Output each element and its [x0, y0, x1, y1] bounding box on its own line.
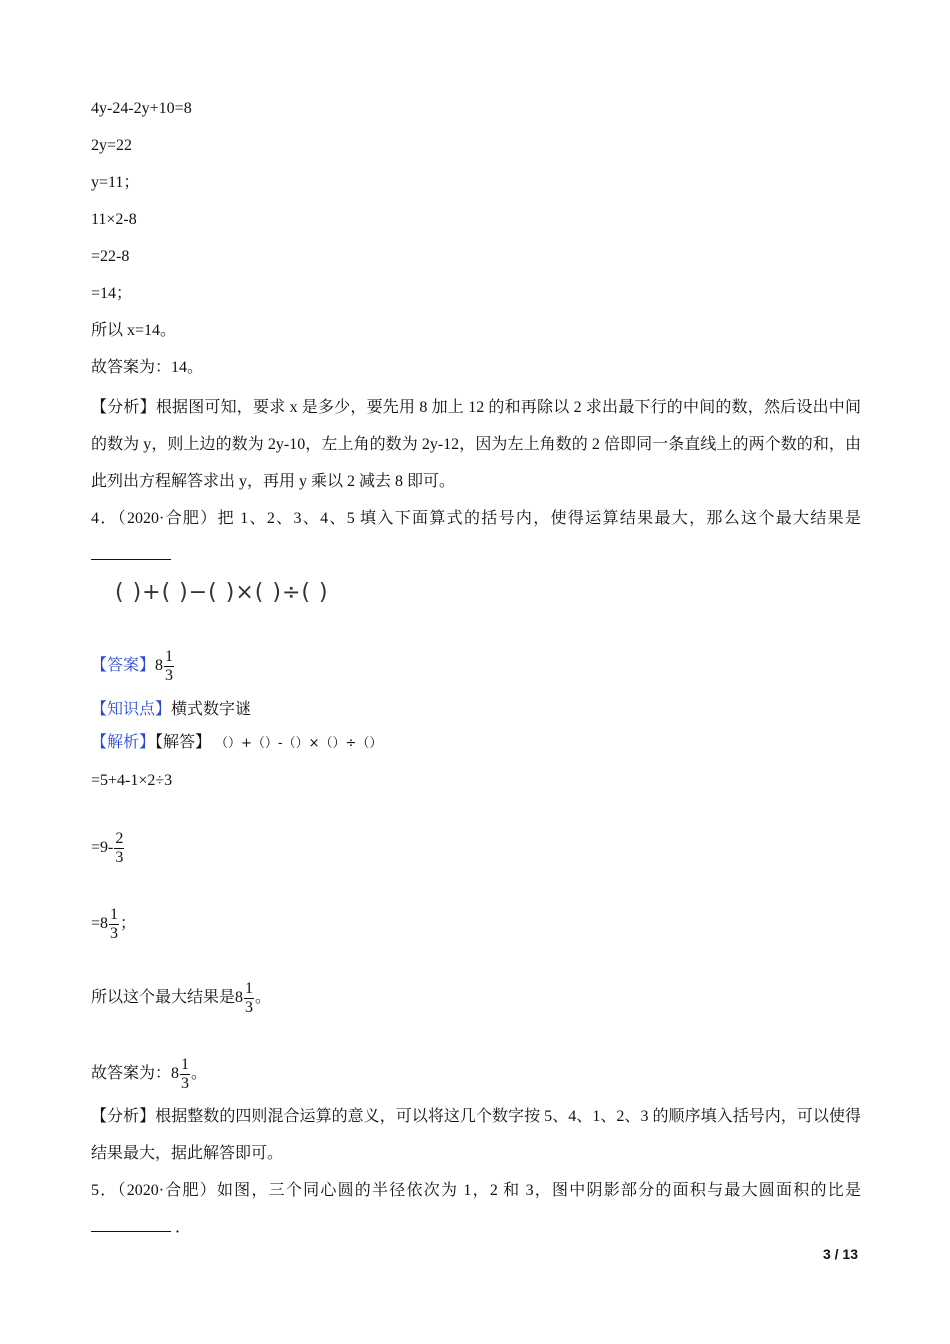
question-text: 把 1、2、3、4、5 填入下面算式的括号内，使得运算结果最大，那么这个最大结果是 — [217, 510, 861, 527]
question-5 — [91, 1172, 861, 1246]
answer-label: 【答案】 — [91, 657, 156, 675]
solution-label: 【解析】 — [91, 734, 156, 751]
fraction-numerator: 2 — [115, 830, 124, 847]
step-line: =22-8 — [91, 248, 130, 265]
calc-fraction — [109, 906, 119, 943]
calc-line — [91, 830, 125, 867]
conclusion-fraction — [244, 980, 254, 1017]
conclusion-prefix: 所以这个最大结果是8 — [91, 989, 244, 1007]
final-prefix: 故答案为：8 — [91, 1065, 180, 1083]
answer-line — [91, 648, 175, 685]
question-source: （2020·合肥） — [117, 510, 218, 527]
analysis-text: 根据图可知，要求 x 是多少，要先用 8 加上 12 的和再除以 2 求出最下行的中间的数，然后设出中间的数为 y，则上边的数为 2y-10，左上角的数为 2y-12，因为左上角数的 2 倍即同一条直线上的两个数的和，由此列出方程解答求出 y，再用 y 乘以 2 减去 8 即可。 — [91, 399, 861, 490]
bracket-expression: ( )+( )−( )×( )÷( ) — [115, 580, 329, 605]
solution-expression: （）+（）-（）×（）÷（） — [215, 736, 383, 751]
answer-blank — [91, 545, 171, 560]
conclusion-line — [91, 980, 271, 1017]
final-suffix: 。 — [191, 1065, 208, 1083]
fraction-numerator: 1 — [110, 906, 119, 923]
final-answer-line — [91, 1056, 207, 1093]
fraction-denominator: 3 — [165, 667, 174, 684]
question-end: ． — [175, 1219, 192, 1236]
analysis-paragraph — [91, 1098, 861, 1172]
calc-prefix: =9- — [91, 839, 114, 857]
analysis-label: 【分析】 — [91, 1108, 156, 1125]
answer-whole: 8 — [155, 657, 164, 675]
analysis-text: 根据整数的四则混合运算的意义，可以将这几个数字按 5、4、1、2、3 的顺序填入括号内，可以使得结果最大，据此解答即可。 — [91, 1108, 861, 1162]
knowledge-label: 【知识点】 — [91, 701, 172, 718]
fraction-denominator: 3 — [110, 925, 119, 942]
analysis-paragraph — [91, 389, 861, 500]
calc-line — [91, 906, 136, 943]
question-source: （2020·合肥） — [117, 1182, 217, 1199]
calc-prefix: =8 — [91, 915, 109, 933]
final-fraction — [180, 1056, 190, 1093]
answer-blank — [91, 1217, 171, 1232]
question-4 — [91, 500, 861, 574]
question-number: 5． — [91, 1182, 118, 1199]
question-text: 如图，三个同心圆的半径依次为 1，2 和 3，图中阴影部分的面积与最大圆面积的比是 — [216, 1182, 861, 1199]
step-line: 所以 x=14。 — [91, 322, 177, 339]
fraction-denominator: 3 — [181, 1075, 190, 1092]
step-line: y=11； — [91, 174, 140, 191]
question-number: 4． — [91, 510, 118, 527]
page-number: 3 / 13 — [822, 1246, 858, 1262]
calc-line: =5+4-1×2÷3 — [91, 772, 173, 789]
calc-suffix: ； — [120, 915, 137, 933]
solution-line — [91, 732, 382, 755]
solution-prefix: 【解答】 — [155, 734, 212, 751]
knowledge-line — [91, 699, 251, 721]
step-line: 11×2-8 — [91, 211, 137, 228]
fraction-numerator: 1 — [181, 1056, 190, 1073]
step-line: 4y-24-2y+10=8 — [91, 100, 192, 117]
fraction-denominator: 3 — [245, 999, 254, 1016]
conclusion-suffix: 。 — [255, 989, 272, 1007]
answer-fraction — [164, 648, 174, 685]
fraction-denominator: 3 — [115, 849, 124, 866]
step-line: 故答案为：14。 — [91, 359, 204, 376]
fraction-numerator: 1 — [165, 648, 174, 665]
knowledge-text: 横式数字谜 — [171, 701, 252, 718]
fraction-numerator: 1 — [245, 980, 254, 997]
analysis-label: 【分析】 — [91, 399, 156, 416]
step-line: =14； — [91, 285, 133, 302]
calc-fraction — [114, 830, 124, 867]
step-line: 2y=22 — [91, 137, 133, 154]
